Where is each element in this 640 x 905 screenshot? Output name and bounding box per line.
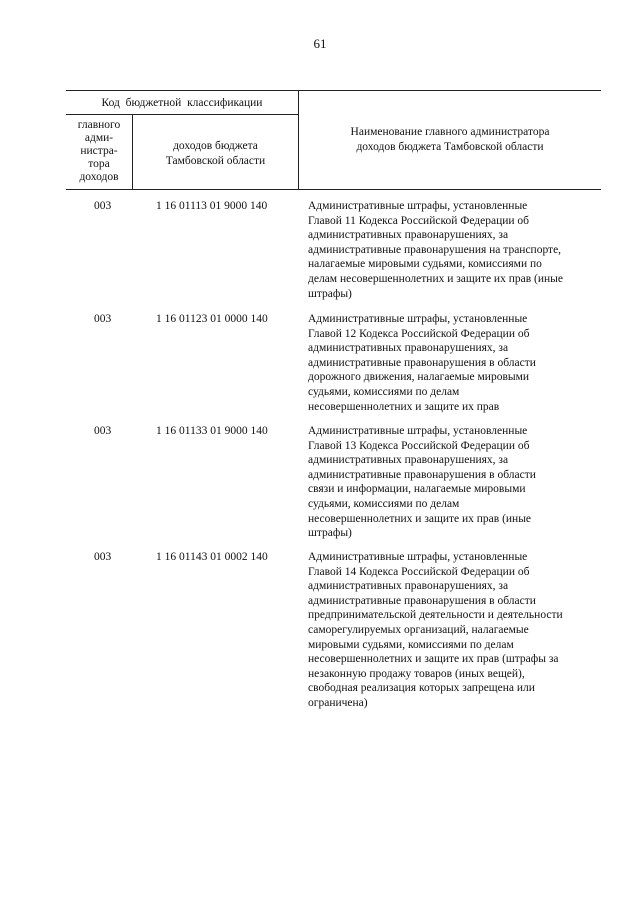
row-name-line: дорожного движения, налагаемые мировыми [308, 371, 530, 384]
row-name-line: предпринимательской деятельности и деятельности [308, 609, 563, 622]
header-line: тора [88, 158, 110, 170]
row-budget-code: 1 16 01123 01 0000 140 [156, 313, 268, 325]
row-name-line: саморегулируемых организаций, налагаемые [308, 623, 529, 636]
row-name-line: административных правонарушениях, за [308, 229, 509, 242]
row-name-line: административные правонарушения на транспорте, [308, 243, 562, 256]
row-admin-code: 003 [94, 551, 112, 563]
row-name-line: штрафы) [308, 287, 352, 300]
row-budget-code: 1 16 01113 01 9000 140 [156, 200, 268, 212]
header-line: доходов [79, 171, 119, 183]
row-name-line: свободная реализация которых запрещена или [308, 682, 535, 695]
row-name-line: делам несовершеннолетних и защите их прав (иные [308, 272, 563, 285]
row-name-line: судьями, комиссиями по делам [308, 497, 460, 510]
row-name-line: незаконную продажу товаров (иных вещей), [308, 667, 525, 680]
row-name-line: связи и информации, налагаемые мировыми [308, 483, 526, 496]
header-group-label: Код бюджетной классификации [101, 97, 263, 109]
row-name-line: Административные штрафы, установленные [308, 313, 528, 325]
header-line: главного [77, 119, 121, 131]
header-col-name [299, 125, 601, 155]
row-name-line: административные правонарушения в области [308, 356, 536, 369]
header-col-admin [66, 119, 132, 184]
row-name-line: Главой 14 Кодекса Российской Федерации об [308, 565, 530, 578]
header-line: доходов бюджета Тамбовской области [356, 141, 544, 153]
row-name-line: Главой 11 Кодекса Российской Федерации об [308, 214, 530, 227]
row-name-line: ограничена) [308, 696, 368, 709]
header-line: Наименование главного администратора [350, 126, 550, 138]
row-admin-code: 003 [94, 313, 112, 325]
row-name [308, 199, 604, 301]
header-col-budget-code [133, 139, 298, 169]
row-name-line: Главой 13 Кодекса Российской Федерации об [308, 439, 530, 452]
row-name [308, 550, 604, 711]
row-name-line: мировыми судьями, комиссиями по делам [308, 638, 514, 651]
header-group-rule [66, 114, 298, 115]
row-admin-code: 003 [94, 425, 112, 437]
header-line: адми- [84, 132, 114, 144]
row-name-line: несовершеннолетних и защите их прав (иные [308, 512, 532, 525]
row-name-line: налагаемые мировыми судьями, комиссиями по [308, 258, 542, 271]
row-name-line: административные правонарушения в области [308, 468, 536, 481]
row-admin-code: 003 [94, 200, 112, 212]
row-name-line: административных правонарушениях, за [308, 454, 509, 467]
table-top-rule [66, 90, 601, 91]
row-name-line: административные правонарушения в области [308, 594, 536, 607]
header-line: доходов бюджета [173, 140, 258, 152]
row-name [308, 424, 604, 541]
row-name-line: Главой 12 Кодекса Российской Федерации об [308, 327, 530, 340]
header-bottom-rule [66, 189, 601, 190]
row-name-line: административных правонарушениях, за [308, 342, 509, 355]
row-name-line: Административные штрафы, установленные [308, 200, 528, 212]
row-name-line: несовершеннолетних и защите их прав (штрафы за [308, 653, 559, 666]
row-budget-code: 1 16 01143 01 0002 140 [156, 551, 268, 563]
header-line: нистра- [80, 145, 118, 157]
row-name [308, 312, 604, 414]
row-name-line: Административные штрафы, установленные [308, 425, 528, 437]
header-line: Тамбовской области [165, 155, 266, 167]
row-name-line: штрафы) [308, 527, 352, 540]
row-budget-code: 1 16 01133 01 9000 140 [156, 425, 268, 437]
row-name-line: несовершеннолетних и защите их прав [308, 400, 500, 413]
row-name-line: Административные штрафы, установленные [308, 551, 528, 563]
row-name-line: судьями, комиссиями по делам [308, 385, 460, 398]
row-name-line: административных правонарушениях, за [308, 580, 509, 593]
page-number: 61 [313, 36, 327, 51]
